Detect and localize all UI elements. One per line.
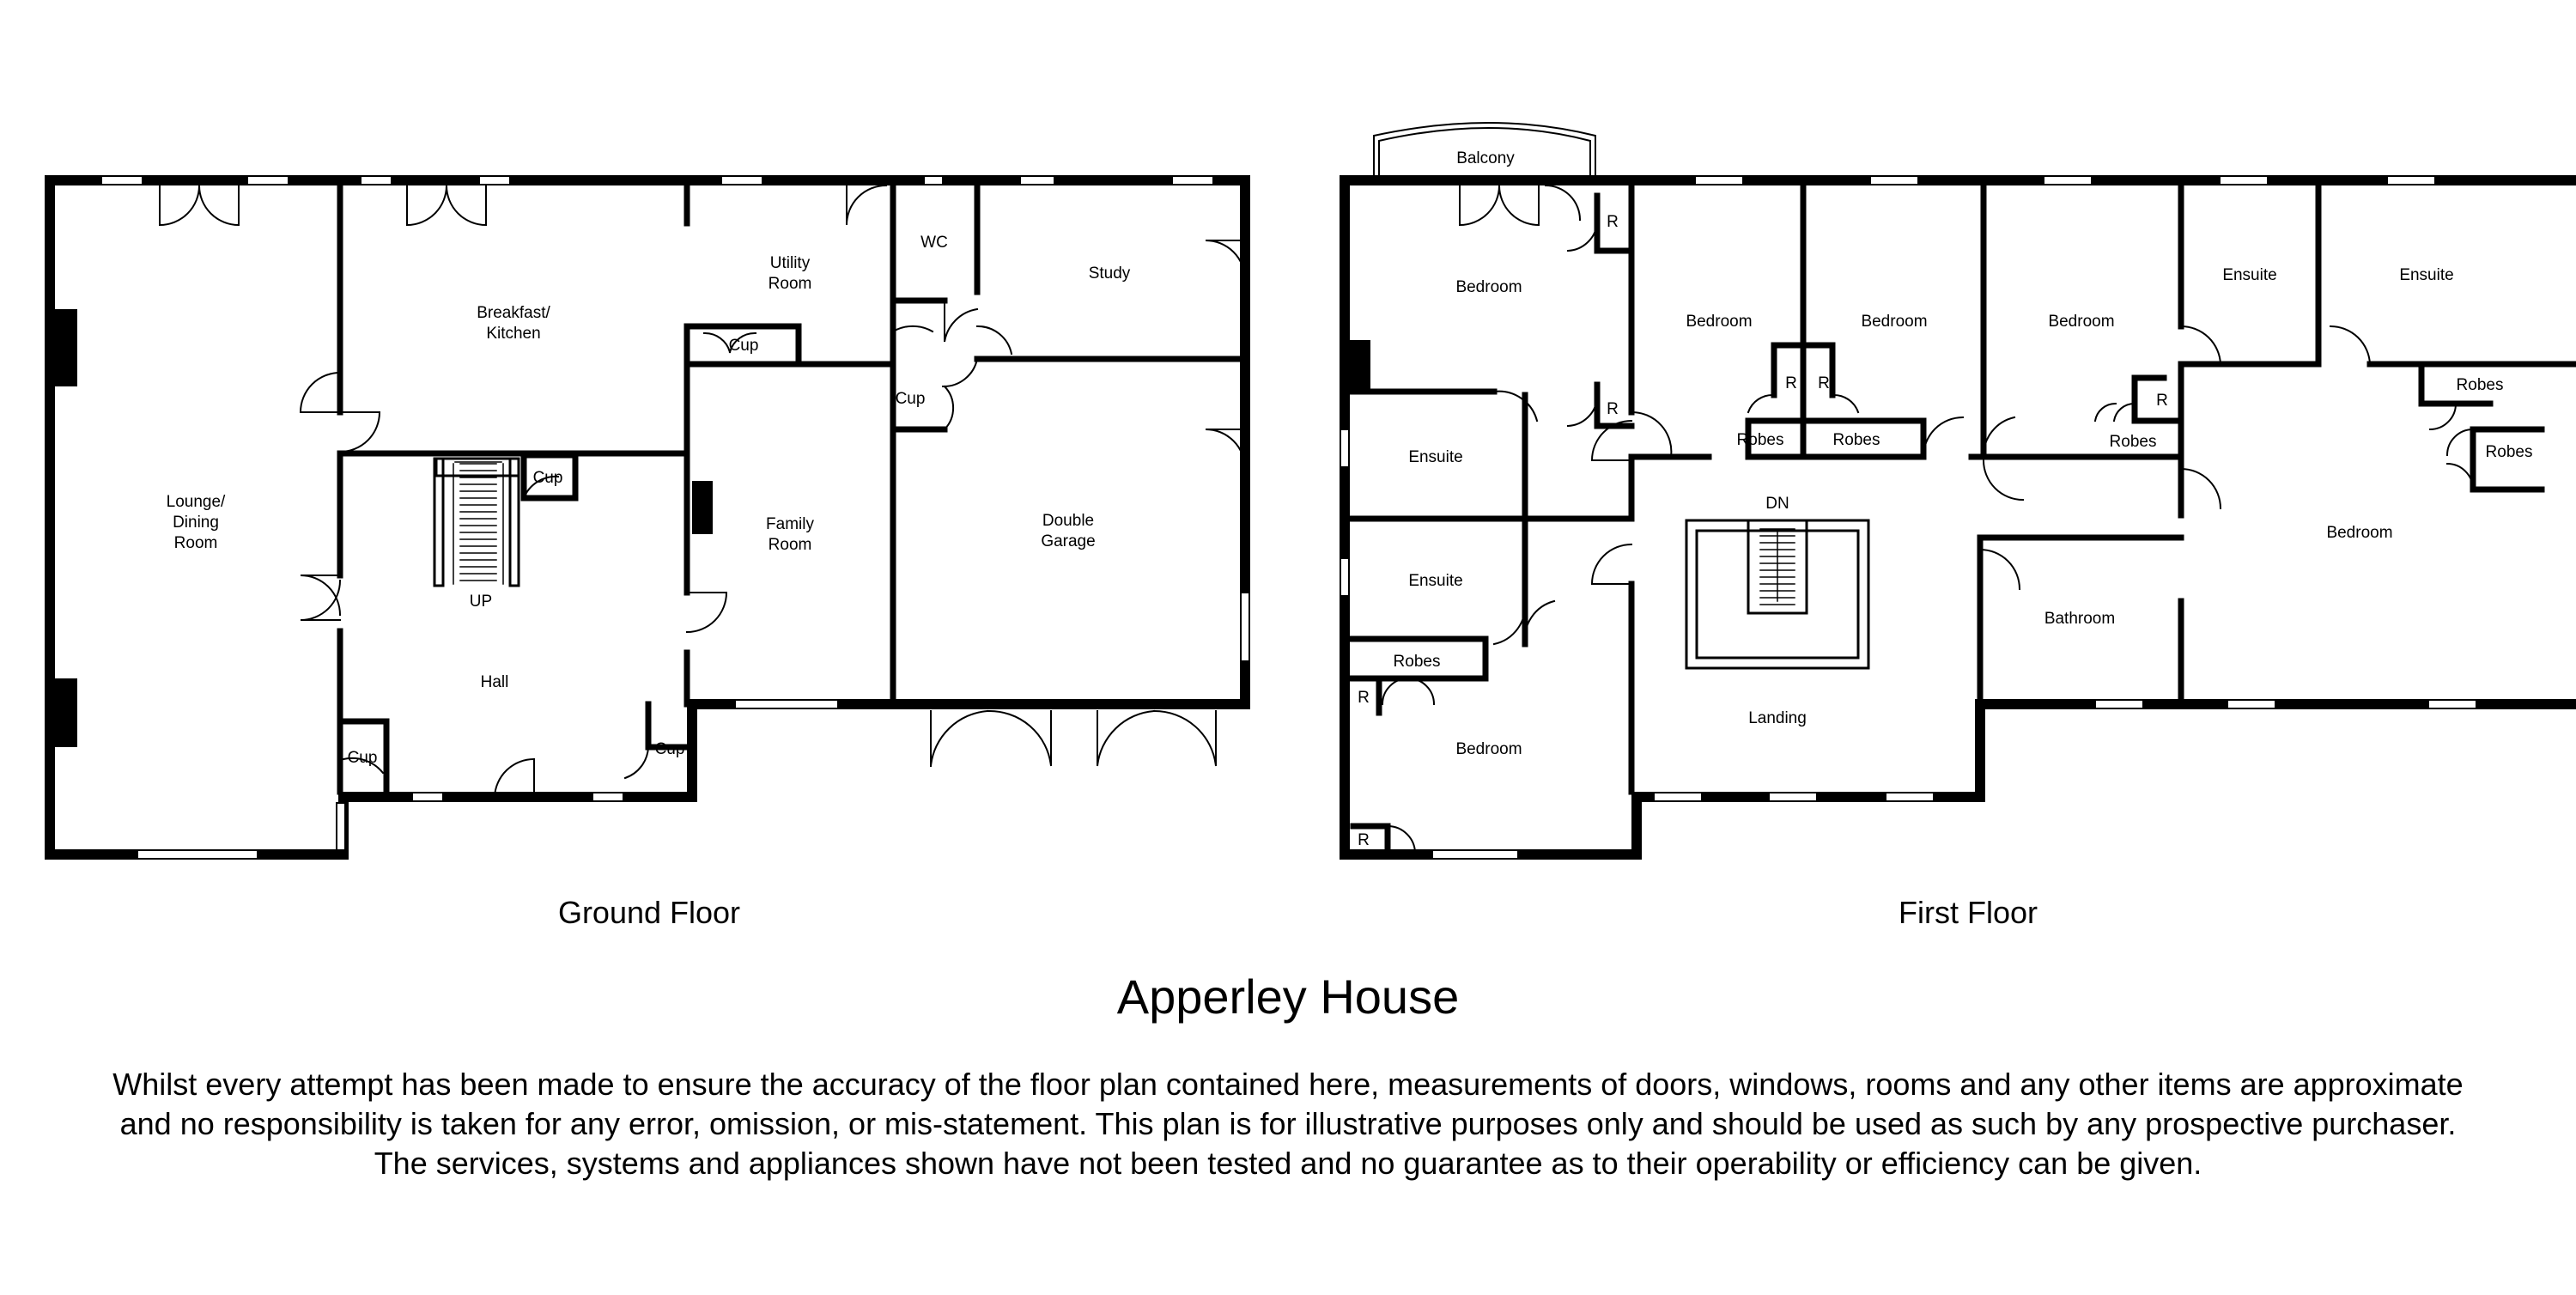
ensuite-4-label: Ensuite <box>2399 266 2454 284</box>
robes-5-label: Robes <box>2456 376 2504 394</box>
bedroom-2-label: Bedroom <box>1455 740 1522 758</box>
r-4-label: R <box>1358 831 1370 849</box>
r-7-label: R <box>2156 392 2168 410</box>
property-title: Apperley House <box>1116 970 1460 1024</box>
ground-floor-labels <box>167 234 1131 767</box>
disclaimer-line-2: and no responsibility is taken for any error, omission, or mis-statement. This plan is for illustrative purposes only and should be used as such by any prospective purchaser. <box>119 1106 2457 1141</box>
cup-utility-label: Cup <box>728 337 759 355</box>
r-6-label: R <box>1818 374 1830 392</box>
robes-1-label: Robes <box>1393 653 1441 671</box>
disclaimer-line-3: The services, systems and appliances shown have not been tested and no guarantee as to their operability or efficiency can be given. <box>374 1146 2202 1181</box>
disclaimer-line-1: Whilst every attempt has been made to ensure the accuracy of the floor plan contained here, measurements of doors, windows, rooms and any other items are approximate <box>112 1067 2464 1102</box>
robes-3-label: Robes <box>1832 431 1880 449</box>
bedroom-6-label: Bedroom <box>2326 524 2393 542</box>
cup-garage-label: Cup <box>895 390 926 408</box>
r-1-label: R <box>1607 213 1619 231</box>
wc-label: WC <box>920 234 948 252</box>
bathroom-label: Bathroom <box>2044 610 2116 628</box>
dn-label: DN <box>1765 495 1789 513</box>
cup-hall-left-label: Cup <box>347 749 378 767</box>
utility-room-label: Utility Room <box>768 254 812 293</box>
breakfast-kitchen-label: Breakfast/ Kitchen <box>477 304 550 343</box>
ground-floor-title: Ground Floor <box>557 895 741 930</box>
bedroom-4-label: Bedroom <box>1861 313 1928 331</box>
study-label: Study <box>1088 264 1131 283</box>
bedroom-5-label: Bedroom <box>2048 313 2115 331</box>
ensuite-3-label: Ensuite <box>2222 266 2277 284</box>
first-floor-title: First Floor <box>1899 895 2038 930</box>
cup-stairs-label: Cup <box>532 469 563 487</box>
cup-hall-right-label: Cup <box>654 740 685 758</box>
bedroom-1-label: Bedroom <box>1455 278 1522 296</box>
r-2-label: R <box>1607 400 1619 418</box>
first-floor-labels <box>1358 149 2532 849</box>
robes-6-label: Robes <box>2485 443 2533 461</box>
double-garage-label: Double Garage <box>1041 512 1096 550</box>
hall-label: Hall <box>480 673 509 691</box>
r-3-label: R <box>1358 689 1370 707</box>
ensuite-1-label: Ensuite <box>1408 448 1463 466</box>
first-floor-walls <box>1340 123 2576 859</box>
balcony-label: Balcony <box>1456 149 1515 167</box>
ensuite-2-label: Ensuite <box>1408 572 1463 590</box>
r-5-label: R <box>1785 374 1797 392</box>
up-label: UP <box>469 593 493 611</box>
robes-4-label: Robes <box>2109 433 2157 451</box>
disclaimer <box>26 1065 2550 1183</box>
bedroom-3-label: Bedroom <box>1686 313 1753 331</box>
robes-2-label: Robes <box>1736 431 1784 449</box>
landing-label: Landing <box>1748 709 1807 727</box>
family-room-label: Family Room <box>766 515 814 554</box>
lounge-dining-label: Lounge/ Dining Room <box>166 493 226 552</box>
